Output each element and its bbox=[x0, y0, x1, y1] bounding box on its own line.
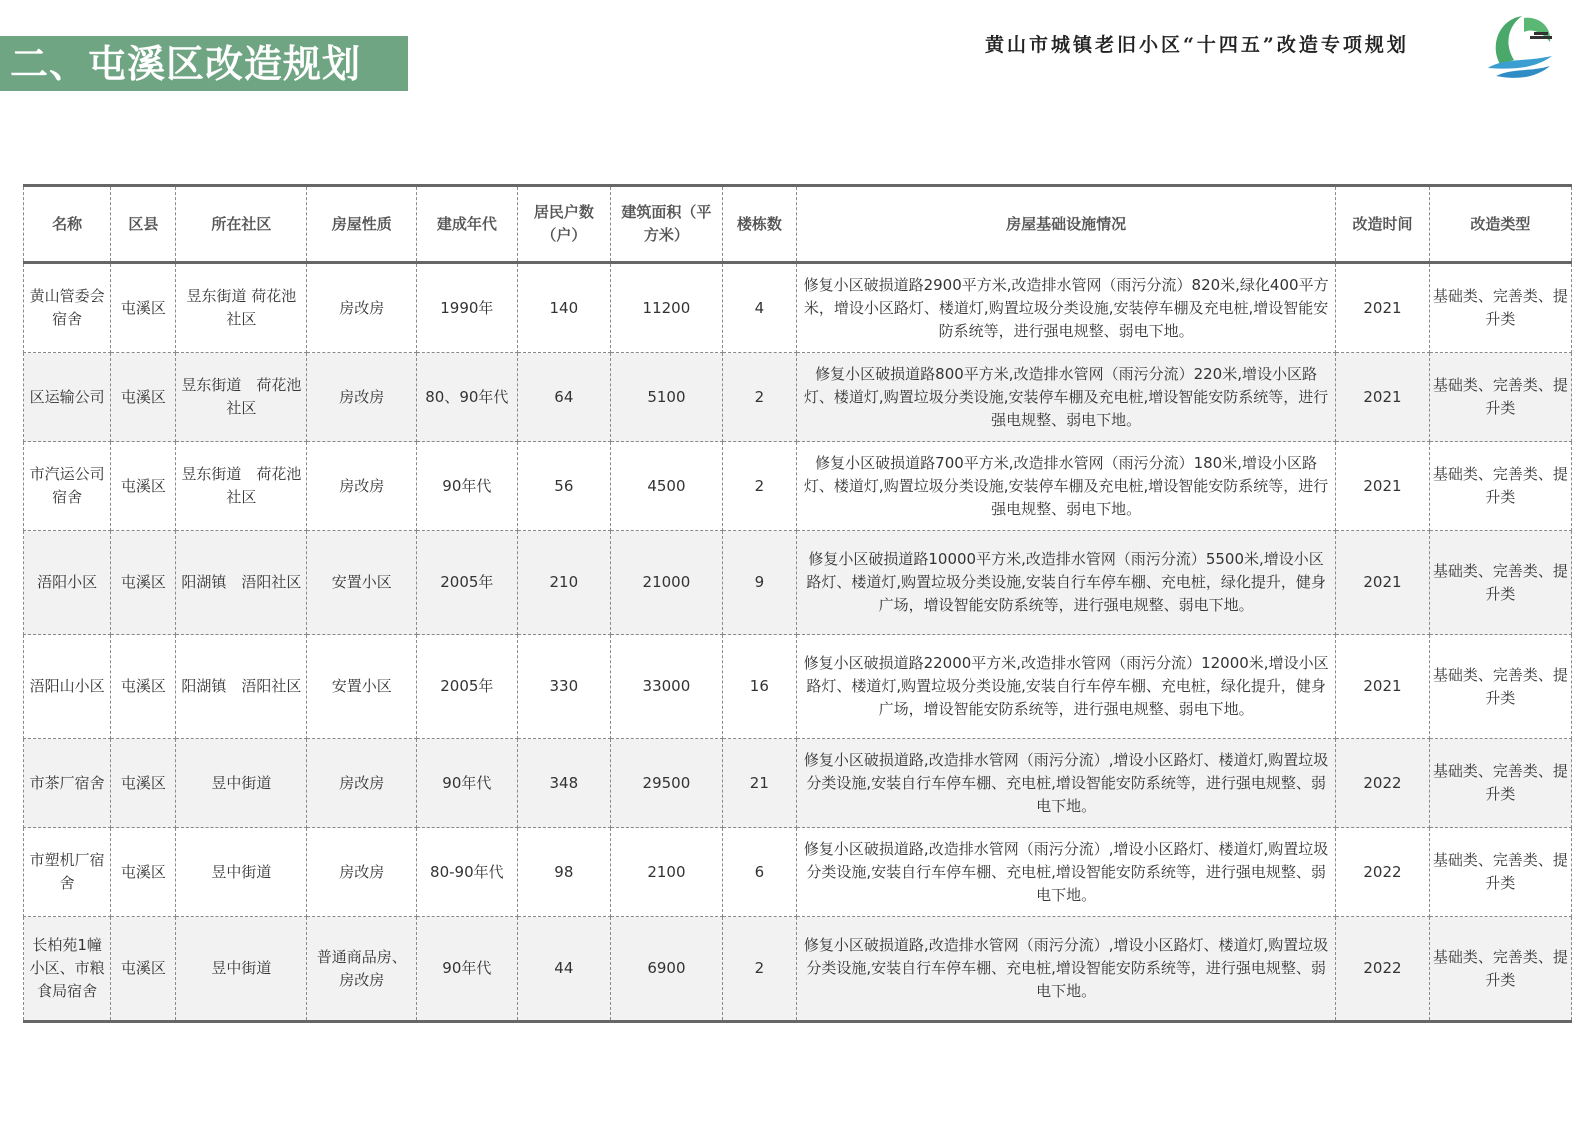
cell-name: 市茶厂宿舍 bbox=[24, 739, 111, 828]
cell-households: 98 bbox=[517, 828, 610, 917]
cell-community: 昱东街道 荷花池社区 bbox=[176, 263, 307, 353]
header-built-era: 建成年代 bbox=[417, 186, 518, 263]
cell-infrastructure: 修复小区破损道路800平方米,改造排水管网（雨污分流）220米,增设小区路灯、楼道灯,购置垃圾分类设施,安装停车棚及充电桩,增设智能安防系统等，进行强电规整、弱电下地。 bbox=[796, 353, 1335, 442]
header-district: 区县 bbox=[111, 186, 176, 263]
cell-name: 市塑机厂宿舍 bbox=[24, 828, 111, 917]
cell-housing-type: 房改房 bbox=[307, 739, 417, 828]
cell-district: 屯溪区 bbox=[111, 917, 176, 1022]
cell-built-era: 2005年 bbox=[417, 635, 518, 739]
cell-community: 昱中街道 bbox=[176, 917, 307, 1022]
cell-name: 区运输公司 bbox=[24, 353, 111, 442]
cell-infrastructure: 修复小区破损道路,改造排水管网（雨污分流）,增设小区路灯、楼道灯,购置垃圾分类设施,安装自行车停车棚、充电桩,增设智能安防系统等，进行强电规整、弱电下地。 bbox=[796, 917, 1335, 1022]
cell-district: 屯溪区 bbox=[111, 442, 176, 531]
cell-infrastructure: 修复小区破损道路,改造排水管网（雨污分流）,增设小区路灯、楼道灯,购置垃圾分类设施,安装自行车停车棚、充电桩,增设智能安防系统等，进行强电规整、弱电下地。 bbox=[796, 828, 1335, 917]
cell-buildings: 2 bbox=[722, 917, 796, 1022]
cell-renovation-year: 2022 bbox=[1336, 917, 1429, 1022]
cell-floor-area: 2100 bbox=[611, 828, 723, 917]
cell-renovation-year: 2021 bbox=[1336, 531, 1429, 635]
cell-households: 56 bbox=[517, 442, 610, 531]
header-buildings: 楼栋数 bbox=[722, 186, 796, 263]
cell-renovation-type: 基础类、完善类、提升类 bbox=[1429, 739, 1571, 828]
header-households: 居民户数（户） bbox=[517, 186, 610, 263]
cell-community: 昱东街道 荷花池社区 bbox=[176, 442, 307, 531]
cell-infrastructure: 修复小区破损道路,改造排水管网（雨污分流）,增设小区路灯、楼道灯,购置垃圾分类设施,安装自行车停车棚、充电桩,增设智能安防系统等，进行强电规整、弱电下地。 bbox=[796, 739, 1335, 828]
cell-renovation-type: 基础类、完善类、提升类 bbox=[1429, 917, 1571, 1022]
cell-floor-area: 11200 bbox=[611, 263, 723, 353]
cell-renovation-year: 2021 bbox=[1336, 263, 1429, 353]
cell-community: 昱东街道 荷花池社区 bbox=[176, 353, 307, 442]
header-community: 所在社区 bbox=[176, 186, 307, 263]
section-title-band bbox=[0, 36, 408, 91]
cell-infrastructure: 修复小区破损道路2900平方米,改造排水管网（雨污分流）820米,绿化400平方米，增设小区路灯、楼道灯,购置垃圾分类设施,安装停车棚及充电桩,增设智能安防系统等，进行强电规整、弱电下地。 bbox=[796, 263, 1335, 353]
header-floor-area: 建筑面积（平方米） bbox=[611, 186, 723, 263]
cell-renovation-type: 基础类、完善类、提升类 bbox=[1429, 442, 1571, 531]
cell-community: 昱中街道 bbox=[176, 739, 307, 828]
cell-built-era: 1990年 bbox=[417, 263, 518, 353]
header-renovation-year: 改造时间 bbox=[1336, 186, 1429, 263]
header-name: 名称 bbox=[24, 186, 111, 263]
cell-renovation-year: 2021 bbox=[1336, 635, 1429, 739]
cell-renovation-year: 2022 bbox=[1336, 739, 1429, 828]
cell-name: 浯阳山小区 bbox=[24, 635, 111, 739]
table-row bbox=[24, 917, 1572, 1022]
table-row bbox=[24, 442, 1572, 531]
cell-renovation-type: 基础类、完善类、提升类 bbox=[1429, 531, 1571, 635]
cell-community: 昱中街道 bbox=[176, 828, 307, 917]
cell-district: 屯溪区 bbox=[111, 353, 176, 442]
header-housing-type: 房屋性质 bbox=[307, 186, 417, 263]
cell-housing-type: 安置小区 bbox=[307, 635, 417, 739]
cell-renovation-type: 基础类、完善类、提升类 bbox=[1429, 263, 1571, 353]
cell-households: 140 bbox=[517, 263, 610, 353]
cell-buildings: 21 bbox=[722, 739, 796, 828]
cell-infrastructure: 修复小区破损道路700平方米,改造排水管网（雨污分流）180米,增设小区路灯、楼道灯,购置垃圾分类设施,安装停车棚及充电桩,增设智能安防系统等，进行强电规整、弱电下地。 bbox=[796, 442, 1335, 531]
cell-infrastructure: 修复小区破损道路10000平方米,改造排水管网（雨污分流）5500米,增设小区路灯、楼道灯,购置垃圾分类设施,安装自行车停车棚、充电桩，绿化提升，健身广场，增设智能安防系统等，进行强电规整、弱电下地。 bbox=[796, 531, 1335, 635]
cell-buildings: 16 bbox=[722, 635, 796, 739]
cell-floor-area: 6900 bbox=[611, 917, 723, 1022]
cell-name: 浯阳小区 bbox=[24, 531, 111, 635]
table-header-row bbox=[24, 186, 1572, 263]
cell-households: 348 bbox=[517, 739, 610, 828]
cell-built-era: 80-90年代 bbox=[417, 828, 518, 917]
cell-households: 210 bbox=[517, 531, 610, 635]
table-row bbox=[24, 635, 1572, 739]
cell-renovation-type: 基础类、完善类、提升类 bbox=[1429, 828, 1571, 917]
cell-built-era: 2005年 bbox=[417, 531, 518, 635]
cell-households: 44 bbox=[517, 917, 610, 1022]
cell-buildings: 9 bbox=[722, 531, 796, 635]
cell-housing-type: 房改房 bbox=[307, 828, 417, 917]
cell-floor-area: 21000 bbox=[611, 531, 723, 635]
cell-name: 长柏苑1幢小区、市粮食局宿舍 bbox=[24, 917, 111, 1022]
cell-housing-type: 房改房 bbox=[307, 263, 417, 353]
cell-floor-area: 4500 bbox=[611, 442, 723, 531]
header-infrastructure: 房屋基础设施情况 bbox=[796, 186, 1335, 263]
cell-renovation-year: 2022 bbox=[1336, 828, 1429, 917]
cell-households: 64 bbox=[517, 353, 610, 442]
cell-renovation-year: 2021 bbox=[1336, 353, 1429, 442]
cell-buildings: 2 bbox=[722, 442, 796, 531]
cell-renovation-type: 基础类、完善类、提升类 bbox=[1429, 635, 1571, 739]
cell-built-era: 90年代 bbox=[417, 917, 518, 1022]
cell-district: 屯溪区 bbox=[111, 828, 176, 917]
cell-built-era: 80、90年代 bbox=[417, 353, 518, 442]
table-row bbox=[24, 828, 1572, 917]
cell-buildings: 4 bbox=[722, 263, 796, 353]
cell-housing-type: 房改房 bbox=[307, 442, 417, 531]
header-renovation-type: 改造类型 bbox=[1429, 186, 1571, 263]
renovation-plan-table bbox=[23, 184, 1572, 1023]
table-row bbox=[24, 263, 1572, 353]
table-row bbox=[24, 353, 1572, 442]
document-header-caption: 黄山市城镇老旧小区“十四五”改造专项规划 bbox=[985, 34, 1409, 56]
cell-housing-type: 普通商品房、房改房 bbox=[307, 917, 417, 1022]
cell-district: 屯溪区 bbox=[111, 263, 176, 353]
cell-name: 黄山管委会宿舍 bbox=[24, 263, 111, 353]
cell-district: 屯溪区 bbox=[111, 531, 176, 635]
cell-district: 屯溪区 bbox=[111, 739, 176, 828]
cell-floor-area: 33000 bbox=[611, 635, 723, 739]
cell-housing-type: 安置小区 bbox=[307, 531, 417, 635]
table-row bbox=[24, 531, 1572, 635]
section-title: 二、屯溪区改造规划 bbox=[10, 42, 362, 86]
cell-floor-area: 5100 bbox=[611, 353, 723, 442]
cell-renovation-year: 2021 bbox=[1336, 442, 1429, 531]
cell-buildings: 6 bbox=[722, 828, 796, 917]
cell-built-era: 90年代 bbox=[417, 442, 518, 531]
cell-community: 阳湖镇 浯阳社区 bbox=[176, 531, 307, 635]
table-row bbox=[24, 739, 1572, 828]
cell-buildings: 2 bbox=[722, 353, 796, 442]
cell-name: 市汽运公司宿舍 bbox=[24, 442, 111, 531]
cell-households: 330 bbox=[517, 635, 610, 739]
cell-floor-area: 29500 bbox=[611, 739, 723, 828]
city-logo-icon bbox=[1480, 6, 1560, 86]
cell-renovation-type: 基础类、完善类、提升类 bbox=[1429, 353, 1571, 442]
cell-built-era: 90年代 bbox=[417, 739, 518, 828]
cell-community: 阳湖镇 浯阳社区 bbox=[176, 635, 307, 739]
cell-infrastructure: 修复小区破损道路22000平方米,改造排水管网（雨污分流）12000米,增设小区路灯、楼道灯,购置垃圾分类设施,安装自行车停车棚、充电桩，绿化提升，健身广场，增设智能安防系统等，进行强电规整、弱电下地。 bbox=[796, 635, 1335, 739]
cell-district: 屯溪区 bbox=[111, 635, 176, 739]
cell-housing-type: 房改房 bbox=[307, 353, 417, 442]
